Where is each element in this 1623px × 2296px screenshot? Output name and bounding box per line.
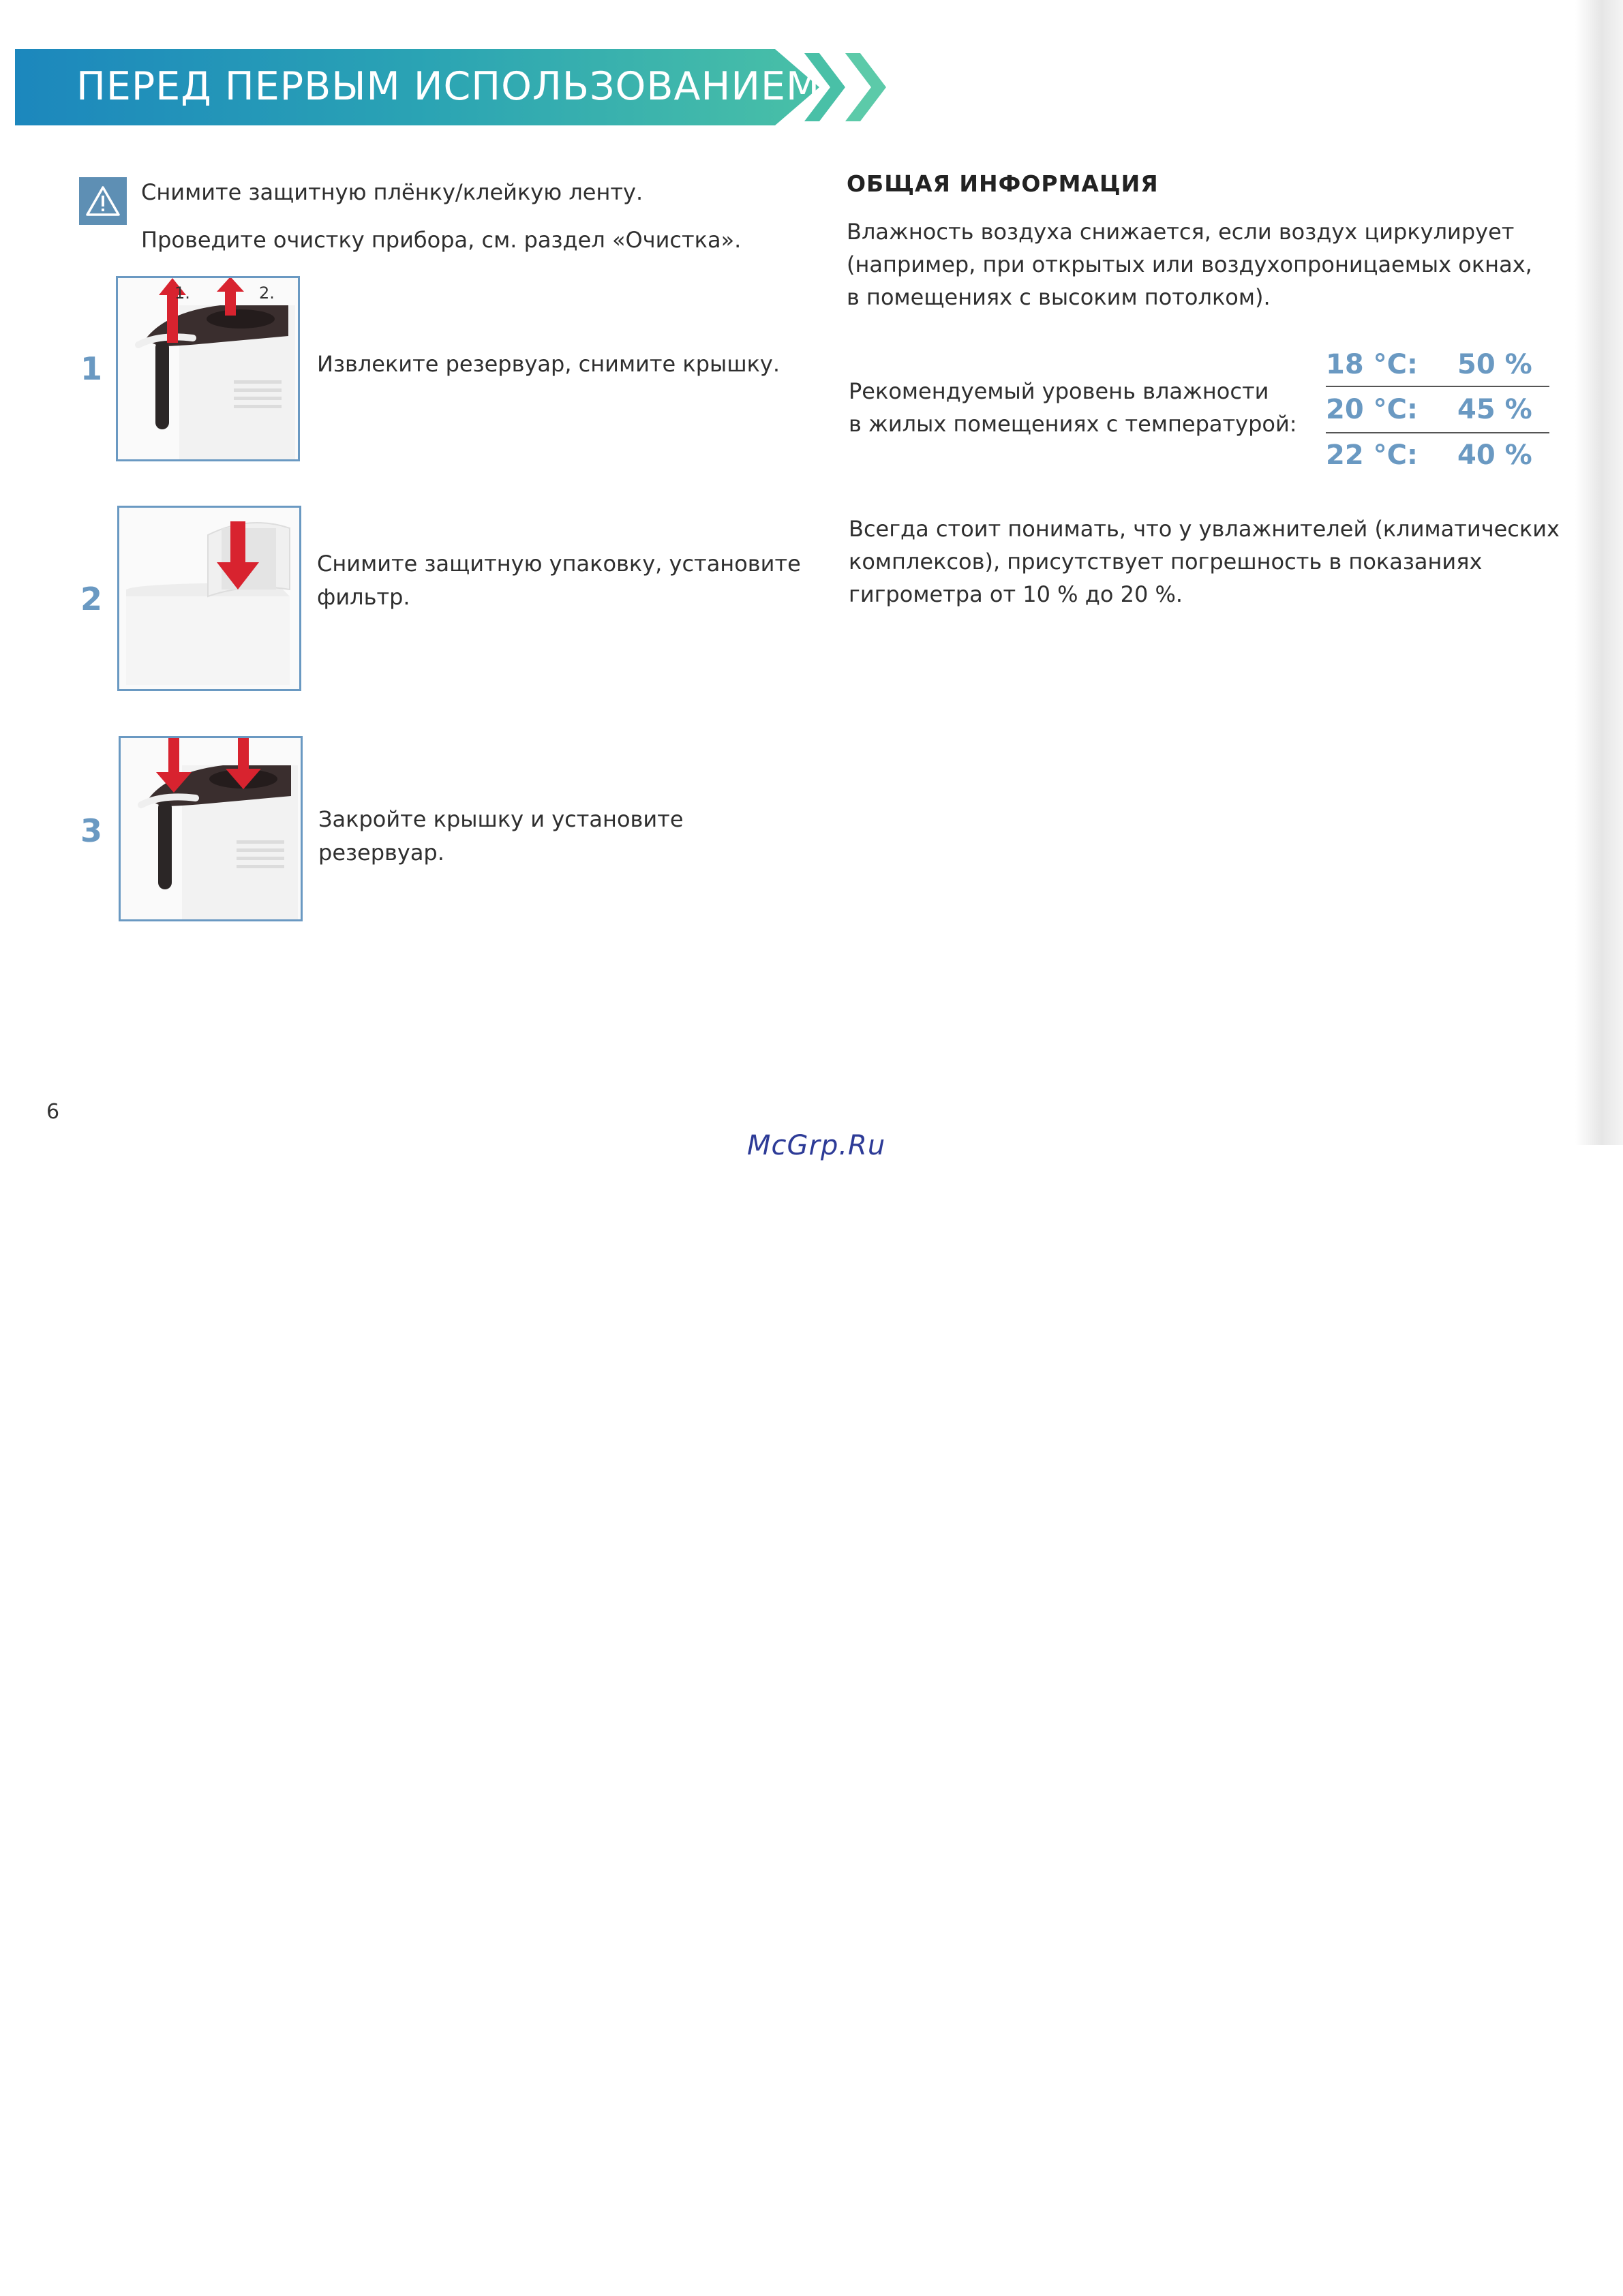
page-edge-shadow [1575, 0, 1623, 1145]
recommended-line1: Рекомендуемый уровень влажности [849, 378, 1269, 404]
step-2-illustration [117, 506, 301, 691]
info-para1-line2: (например, при открытых или воздухопроницаемых окнах, [847, 251, 1532, 277]
info-para2-line1: Всегда стоит понимать, что у увлажнителей (климатических [849, 516, 1560, 542]
warning-triangle-icon [79, 177, 127, 225]
humidity-temp-22: 22 °C: [1326, 440, 1418, 471]
info-para2-line3: гигрометра от 10 % до 20 %. [849, 581, 1183, 607]
step-3-number: 3 [80, 812, 103, 849]
section-title: ПЕРЕД ПЕРВЫМ ИСПОЛЬЗОВАНИЕМ [76, 64, 821, 109]
humidity-value-40: 40 % [1457, 440, 1532, 471]
step-1-text: Извлеките резервуар, снимите крышку. [317, 351, 780, 377]
step-1-arrow-label-1-visible: 1. [175, 284, 190, 303]
step-2-number: 2 [80, 581, 103, 617]
info-para1-line1: Влажность воздуха снижается, если воздух циркулирует [847, 219, 1515, 245]
step-1-illustration [116, 276, 300, 461]
info-para2-line2: комплексов), присутствует погрешность в показаниях [849, 549, 1483, 575]
humidity-divider [1326, 386, 1549, 387]
chevron-right-icon [804, 46, 845, 128]
warning-text: Снимите защитную плёнку/клейкую ленту. [141, 179, 643, 205]
step-2-text-line2: фильтр. [317, 584, 410, 610]
watermark: McGrp.Ru [747, 1130, 886, 1161]
humidity-temp-20: 20 °C: [1326, 394, 1418, 425]
humidity-divider [1326, 432, 1549, 433]
chevron-right-icon [845, 46, 886, 128]
step-1-number: 1 [80, 350, 103, 387]
humidity-value-50: 50 % [1457, 349, 1532, 380]
step-1-arrow-label-2: 2. [259, 284, 275, 303]
step-3-text-line2: резервуар. [318, 840, 444, 866]
recommended-line2: в жилых помещениях с температурой: [849, 411, 1297, 437]
page-number: 6 [46, 1100, 60, 1124]
humidity-temp-18: 18 °C: [1326, 349, 1418, 380]
step-2-text-line1: Снимите защитную упаковку, установите [317, 551, 801, 577]
info-para1-line3: в помещениях с высоким потолком). [847, 284, 1271, 310]
cleaning-text: Проведите очистку прибора, см. раздел «Очистка». [141, 227, 742, 253]
step-3-illustration [119, 736, 303, 921]
humidity-value-45: 45 % [1457, 394, 1532, 425]
info-heading: ОБЩАЯ ИНФОРМАЦИЯ [847, 170, 1159, 197]
step-3-text-line1: Закройте крышку и установите [318, 806, 684, 832]
